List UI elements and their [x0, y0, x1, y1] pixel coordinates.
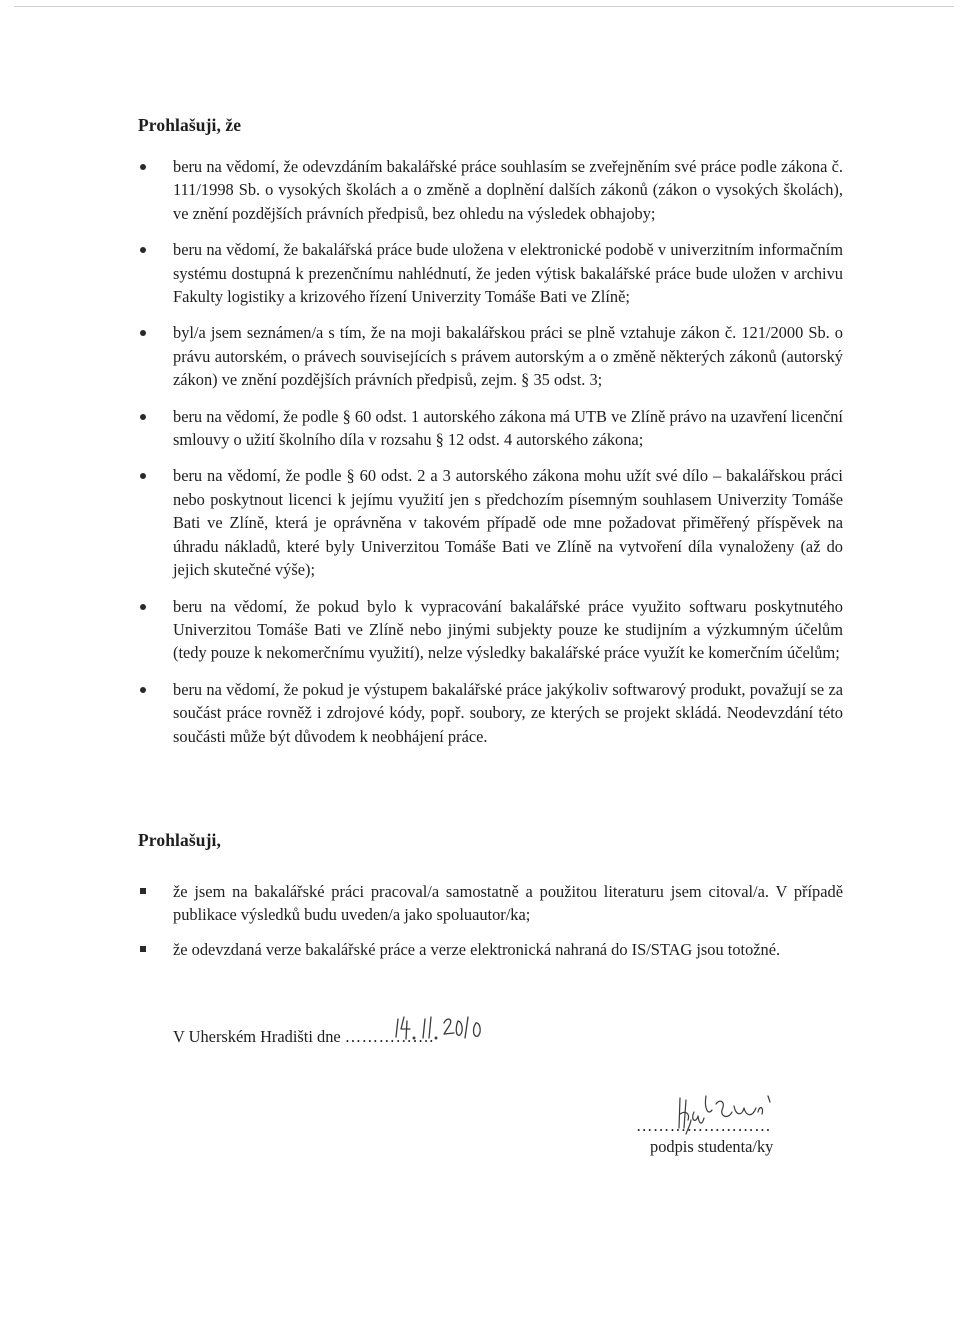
section1-item-text: byl/a jsem seznámen/a s tím, že na moji bakalářskou práci se plně vztahuje zákon č. 121/2000 Sb. o právu autorském, o právech souvisejících s právem autorským a o změně některých zákonů (autorský zákon) ve znění pozdějších právních předpisů, zejm. § 35 odst. 3;	[173, 323, 843, 390]
section1-item-text: beru na vědomí, že podle § 60 odst. 1 autorského zákona má UTB ve Zlíně právo na uzavření licenční smlouvy o užití školního díla v rozsahu § 12 odst. 4 autorského zákona;	[173, 406, 843, 450]
section1-item	[0, 155, 843, 225]
section1-item-text: beru na vědomí, že pokud je výstupem bakalářské práce jakýkoliv softwarový produkt, považují se za součást práce rovněž i zdrojové kódy, popř. soubory, ze kterých se projekt skládá. Neodevzdání této součásti může být důvodem k neobhájení práce.	[173, 679, 843, 746]
section1-list	[0, 155, 960, 761]
section2-item	[0, 880, 843, 927]
section2-list	[0, 880, 960, 972]
section1-item	[0, 595, 843, 665]
bullet-icon	[140, 414, 146, 420]
section1-item	[0, 321, 843, 391]
section1-item	[0, 405, 843, 452]
date-dots: …………….	[344, 1027, 434, 1046]
square-bullet-icon	[140, 946, 146, 952]
section1-item	[0, 238, 843, 308]
section2-item	[0, 938, 843, 961]
signature-dots: ……………………	[636, 1116, 772, 1135]
section1-item	[0, 678, 843, 748]
section2-item-text: že jsem na bakalářské práci pracoval/a samostatně a použitou literaturu jsem citoval/a. V případě publikace výsledků budu uveden/a jako spoluautor/ka;	[173, 882, 843, 925]
section1-item-text: beru na vědomí, že podle § 60 odst. 2 a 3 autorského zákona mohu užít své dílo – bakalářskou práci nebo poskytnout licenci k jejímu využití jen s předchozím písemným souhlasem Univerzity Tomáše Bati ve Zlíně, která je oprávněna v takovém případě ode mne požadovat přiměřený příspěvek na úhradu nákladů, které byly Univerzitou Tomáše Bati ve Zlíně na vytvoření díla vynaloženy (až do jejich skutečné výše);	[173, 466, 843, 580]
bullet-icon	[140, 330, 146, 336]
section1-item	[0, 464, 843, 581]
bullet-icon	[140, 604, 146, 610]
bullet-icon	[140, 473, 146, 479]
section1-item-text: beru na vědomí, že odevzdáním bakalářské práce souhlasím se zveřejněním své práce podle zákona č. 111/1998 Sb. o vysokých školách a o změně a doplnění dalších zákonů (zákon o vysokých školách), ve znění pozdějších právních předpisů, bez ohledu na výsledek obhajoby;	[173, 157, 843, 223]
section1-item-text: beru na vědomí, že bakalářská práce bude uložena v elektronické podobě v univerzitním informačním systému dostupná k prezenčnímu nahlédnutí, že jeden výtisk bakalářské práce bude uložen v archivu Fakulty logistiky a krizového řízení Univerzity Tomáše Bati ve Zlíně;	[173, 240, 843, 307]
handwritten-signature	[660, 1090, 800, 1140]
section2-heading: Prohlašuji,	[138, 830, 221, 850]
bullet-icon	[140, 164, 146, 170]
section1-item-text: beru na vědomí, že pokud bylo k vypracování bakalářské práce využito softwaru poskytnutého Univerzitou Tomáše Bati ve Zlíně nebo jinými subjekty pouze ke studijním a výzkumným účelům (tedy pouze k nekomerčnímu využití), nelze výsledky bakalářské práce využít ke komerčním účelům;	[173, 596, 843, 663]
place-date-label: V Uherském Hradišti dne	[173, 1027, 341, 1046]
bullet-icon	[140, 247, 146, 253]
signature-label: podpis studenta/ky	[650, 1137, 774, 1156]
section2-item-text: že odevzdaná verze bakalářské práce a verze elektronická nahraná do IS/STAG jsou totožné.	[173, 939, 781, 959]
square-bullet-icon	[140, 888, 146, 894]
section1-heading: Prohlašuji, že	[138, 115, 242, 135]
handwritten-date	[392, 1011, 492, 1047]
top-scan-edge	[14, 6, 954, 7]
bullet-icon	[140, 687, 146, 693]
